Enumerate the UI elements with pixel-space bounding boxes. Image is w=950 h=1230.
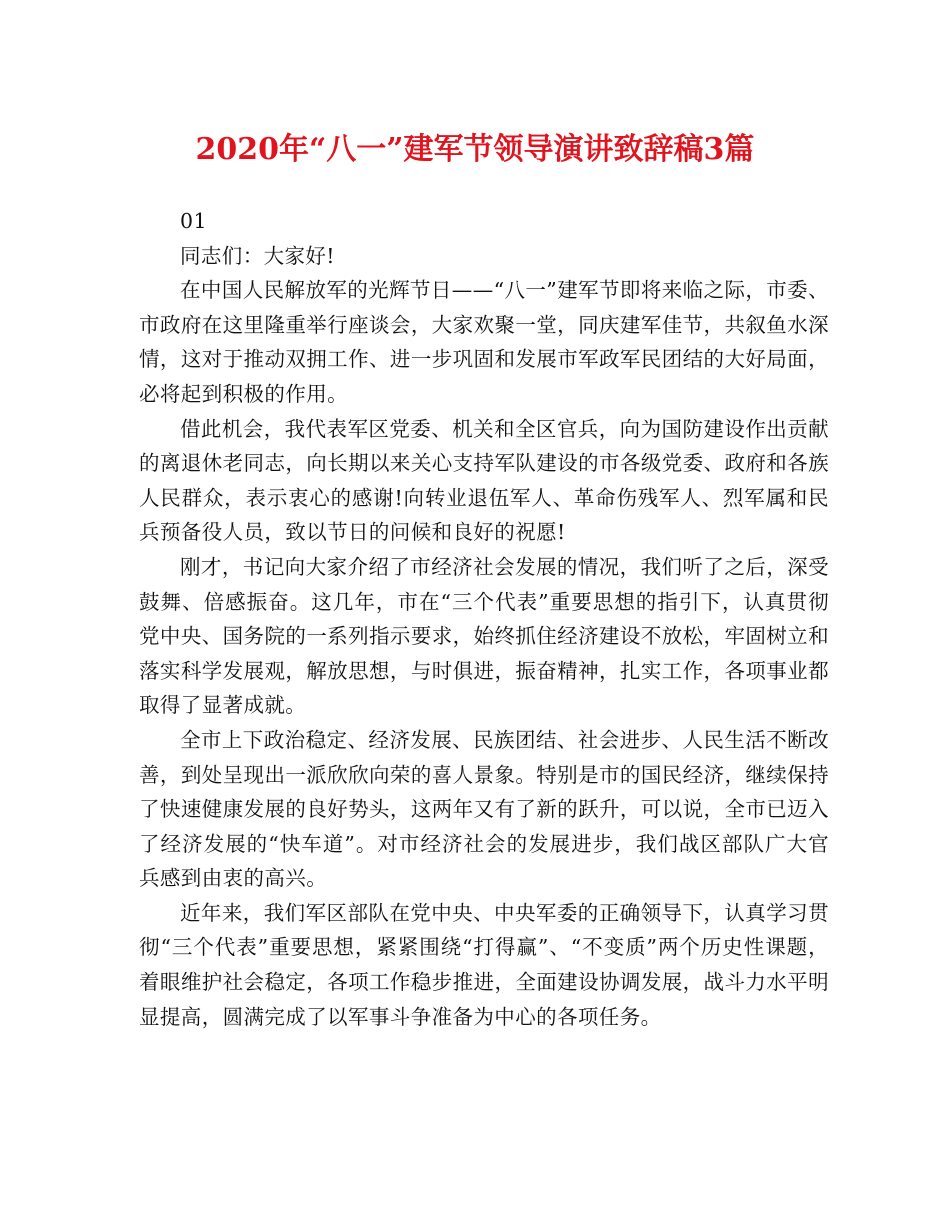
paragraph: 刚才，书记向大家介绍了市经济社会发展的情况，我们听了之后，深受鼓舞、倍感振奋。这几年，市在“三个代表”重要思想的指引下，认真贯彻党中央、国务院的一系列指示要求，始终抓住经济建设不放松，牢固树立和落实科学发展观，解放思想，与时俱进，振奋精神，扎实工作，各项事业都取得了显著成就。: [139, 554, 829, 718]
paragraph: 近年来，我们军区部队在党中央、中央军委的正确领导下，认真学习贯彻“三个代表”重要思想，紧紧围绕“打得赢”、“不变质”两个历史性课题，着眼维护社会稳定，各项工作稳步推进，全面建设协调发展，战斗力水平明显提高，圆满完成了以军事斗争准备为中心的各项任务。: [139, 900, 829, 1029]
paragraph: 在中国人民解放军的光辉节日——“八一”建军节即将来临之际，市委、市政府在这里隆重举行座谈会，大家欢聚一堂，同庆建军佳节，共叙鱼水深情，这对于推动双拥工作、进一步巩固和发展市军政军民团结的大好局面，必将起到积极的作用。: [139, 278, 829, 406]
section-number: 01: [180, 209, 207, 233]
paragraph: 全市上下政治稳定、经济发展、民族团结、社会进步、人民生活不断改善，到处呈现出一派欣欣向荣的喜人景象。特别是市的国民经济，继续保持了快速健康发展的良好势头，这两年又有了新的跃升，可以说，全市已迈入了经济发展的“快车道”。对市经济社会的发展进步，我们战区部队广大官兵感到由衷的高兴。: [139, 727, 829, 891]
paragraph: 借此机会，我代表军区党委、机关和全区官兵，向为国防建设作出贡献的离退休老同志，向长期以来关心支持军队建设的市各级党委、政府和各族人民群众，表示衷心的感谢!向转业退伍军人、革命伤残军人、烈军属和民兵预备役人员，致以节日的问候和良好的祝愿!: [139, 416, 829, 545]
document-title: 2020年“八一”建军节领导演讲致辞稿3篇: [195, 132, 755, 167]
greeting: 同志们：大家好!: [180, 243, 335, 268]
document-body: [139, 204, 829, 1034]
